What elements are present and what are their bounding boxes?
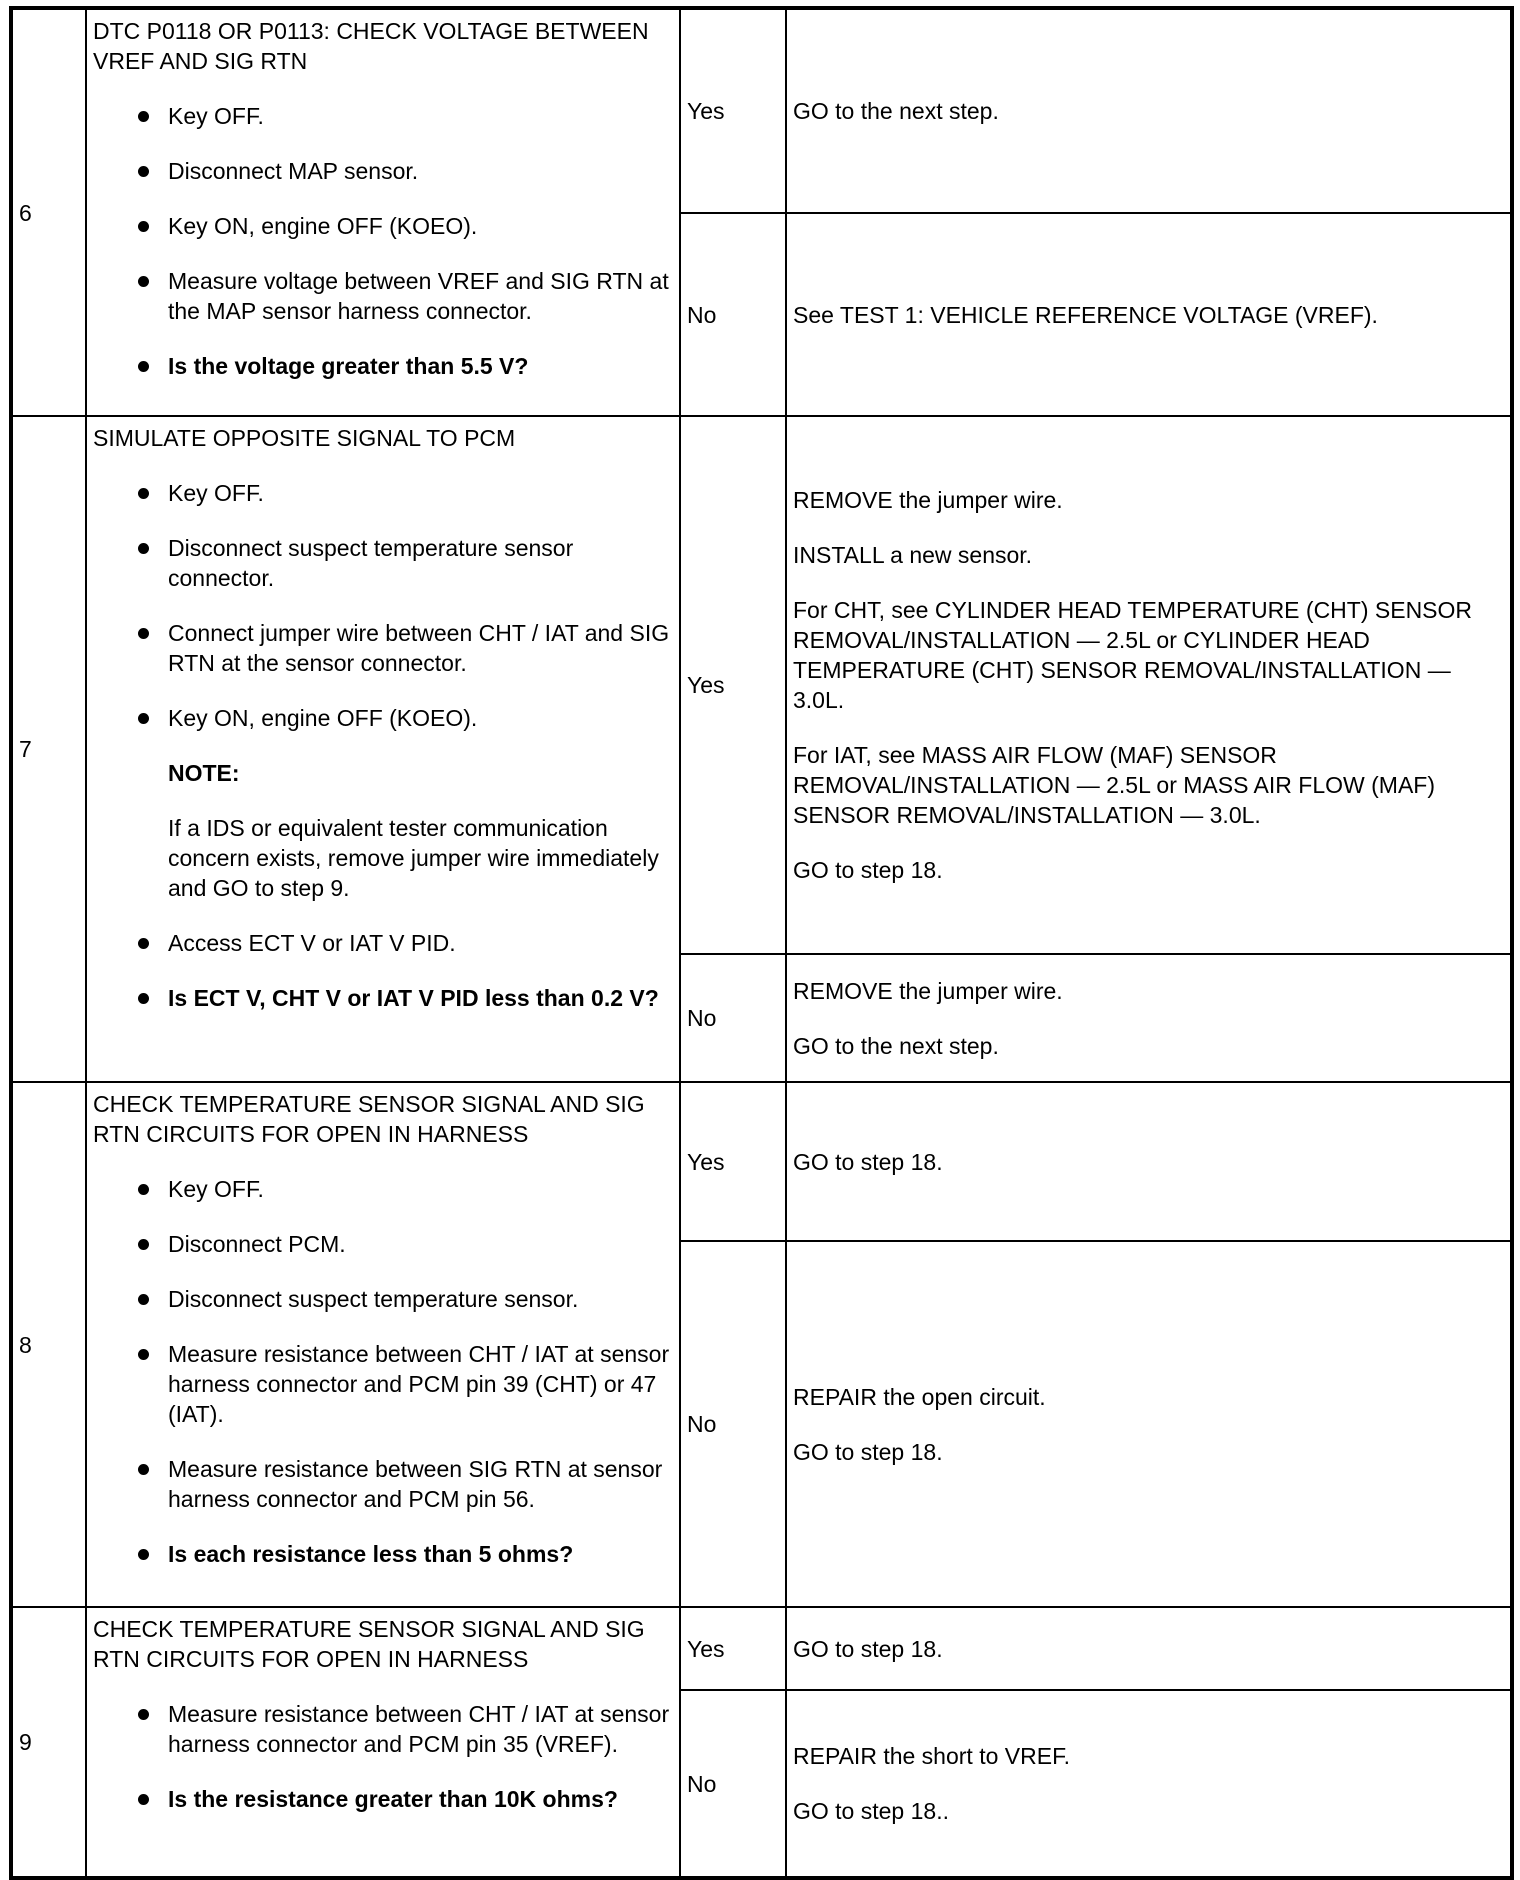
step-bullet: Key OFF. <box>168 478 673 508</box>
step-instructions <box>86 416 680 1082</box>
no-label: No <box>680 1241 786 1607</box>
step-number: 7 <box>11 416 86 1082</box>
action-text: For CHT, see CYLINDER HEAD TEMPERATURE (CHT) SENSOR REMOVAL/INSTALLATION — 2.5L or CYLINDER HEAD TEMPERATURE (CHT) SENSOR REMOVAL/INSTALLATION — 3.0L. <box>793 597 1473 713</box>
step-bullet: Key OFF. <box>168 101 673 131</box>
step-number: 6 <box>11 8 86 416</box>
action-text: INSTALL a new sensor. <box>793 542 1033 568</box>
no-action <box>786 954 1512 1082</box>
step-row <box>11 1607 1512 1690</box>
step-row <box>11 1082 1512 1241</box>
yes-label: Yes <box>680 416 786 954</box>
step-bullet: Key ON, engine OFF (KOEO). <box>168 211 673 241</box>
yes-label: Yes <box>680 1082 786 1241</box>
step-number: 8 <box>11 1082 86 1607</box>
yes-action <box>786 1607 1512 1690</box>
step-list <box>93 1699 673 1814</box>
step-list <box>93 1174 673 1569</box>
diagnostic-test-table <box>9 6 1514 1880</box>
step-bullet: Is the resistance greater than 10K ohms? <box>168 1784 673 1814</box>
step-bullet: Measure resistance between SIG RTN at sensor harness connector and PCM pin 56. <box>168 1454 673 1514</box>
action-text: See TEST 1: VEHICLE REFERENCE VOLTAGE (VREF). <box>793 301 1378 328</box>
step-row <box>11 8 1512 213</box>
yes-action <box>786 416 1512 954</box>
step-bullet: Access ECT V or IAT V PID. <box>168 928 673 958</box>
step-title: SIMULATE OPPOSITE SIGNAL TO PCM <box>93 425 516 451</box>
note-text: NOTE: <box>168 760 240 786</box>
action-text: REMOVE the jumper wire. <box>793 977 1063 1004</box>
no-label: No <box>680 1690 786 1878</box>
action-text: GO to step 18. <box>793 1635 943 1662</box>
action-text: REMOVE the jumper wire. <box>793 487 1063 513</box>
action-text: GO to step 18. <box>793 1438 943 1465</box>
action-text: GO to step 18. <box>793 1148 943 1175</box>
step-bullet: Key OFF. <box>168 1174 673 1204</box>
no-label: No <box>680 954 786 1082</box>
step-instructions <box>86 1082 680 1607</box>
step-bullet: Is the voltage greater than 5.5 V? <box>168 351 673 381</box>
step-bullet: Measure voltage between VREF and SIG RTN at the MAP sensor harness connector. <box>168 266 673 326</box>
step-bullet: Key ON, engine OFF (KOEO). <box>168 703 673 733</box>
action-text: GO to the next step. <box>793 1032 999 1059</box>
yes-label: Yes <box>680 1607 786 1690</box>
no-action <box>786 1690 1512 1878</box>
step-instructions <box>86 1607 680 1878</box>
step-title: CHECK TEMPERATURE SENSOR SIGNAL AND SIG RTN CIRCUITS FOR OPEN IN HARNESS <box>93 1616 645 1672</box>
step-number: 9 <box>11 1607 86 1878</box>
step-bullet: Disconnect suspect temperature sensor connector. <box>168 533 673 593</box>
no-action <box>786 1241 1512 1607</box>
step-instructions <box>86 8 680 416</box>
step-row <box>11 416 1512 954</box>
step-bullet: Is ECT V, CHT V or IAT V PID less than 0.2 V? <box>168 983 673 1013</box>
note-text: If a IDS or equivalent tester communication concern exists, remove jumper wire immediately and GO to step 9. <box>168 815 659 901</box>
action-text: REPAIR the short to VREF. <box>793 1743 1070 1769</box>
step-list <box>93 478 673 1013</box>
step-bullet: Measure resistance between CHT / IAT at sensor harness connector and PCM pin 39 (CHT) or 47 (IAT). <box>168 1339 673 1429</box>
step-bullet: Disconnect PCM. <box>168 1229 673 1259</box>
step-bullet: Measure resistance between CHT / IAT at sensor harness connector and PCM pin 35 (VREF). <box>168 1699 673 1759</box>
action-text: GO to step 18.. <box>793 1798 949 1824</box>
yes-label: Yes <box>680 8 786 213</box>
step-title: DTC P0118 OR P0113: CHECK VOLTAGE BETWEEN VREF AND SIG RTN <box>93 18 649 74</box>
action-text: GO to the next step. <box>793 98 999 124</box>
step-list <box>93 101 673 381</box>
action-text: For IAT, see MASS AIR FLOW (MAF) SENSOR REMOVAL/INSTALLATION — 2.5L or MASS AIR FLOW (MAF) SENSOR REMOVAL/INSTALLATION — 3.0L. <box>793 742 1435 828</box>
step-bullet: Disconnect suspect temperature sensor. <box>168 1284 673 1314</box>
no-action <box>786 213 1512 416</box>
step-title: CHECK TEMPERATURE SENSOR SIGNAL AND SIG RTN CIRCUITS FOR OPEN IN HARNESS <box>93 1091 645 1147</box>
action-text: GO to step 18. <box>793 857 943 883</box>
action-text: REPAIR the open circuit. <box>793 1383 1046 1410</box>
step-bullet: Connect jumper wire between CHT / IAT and SIG RTN at the sensor connector. <box>168 618 673 678</box>
step-bullet: Disconnect MAP sensor. <box>168 156 673 186</box>
yes-action <box>786 8 1512 213</box>
no-label: No <box>680 213 786 416</box>
step-bullet: Is each resistance less than 5 ohms? <box>168 1539 673 1569</box>
yes-action <box>786 1082 1512 1241</box>
